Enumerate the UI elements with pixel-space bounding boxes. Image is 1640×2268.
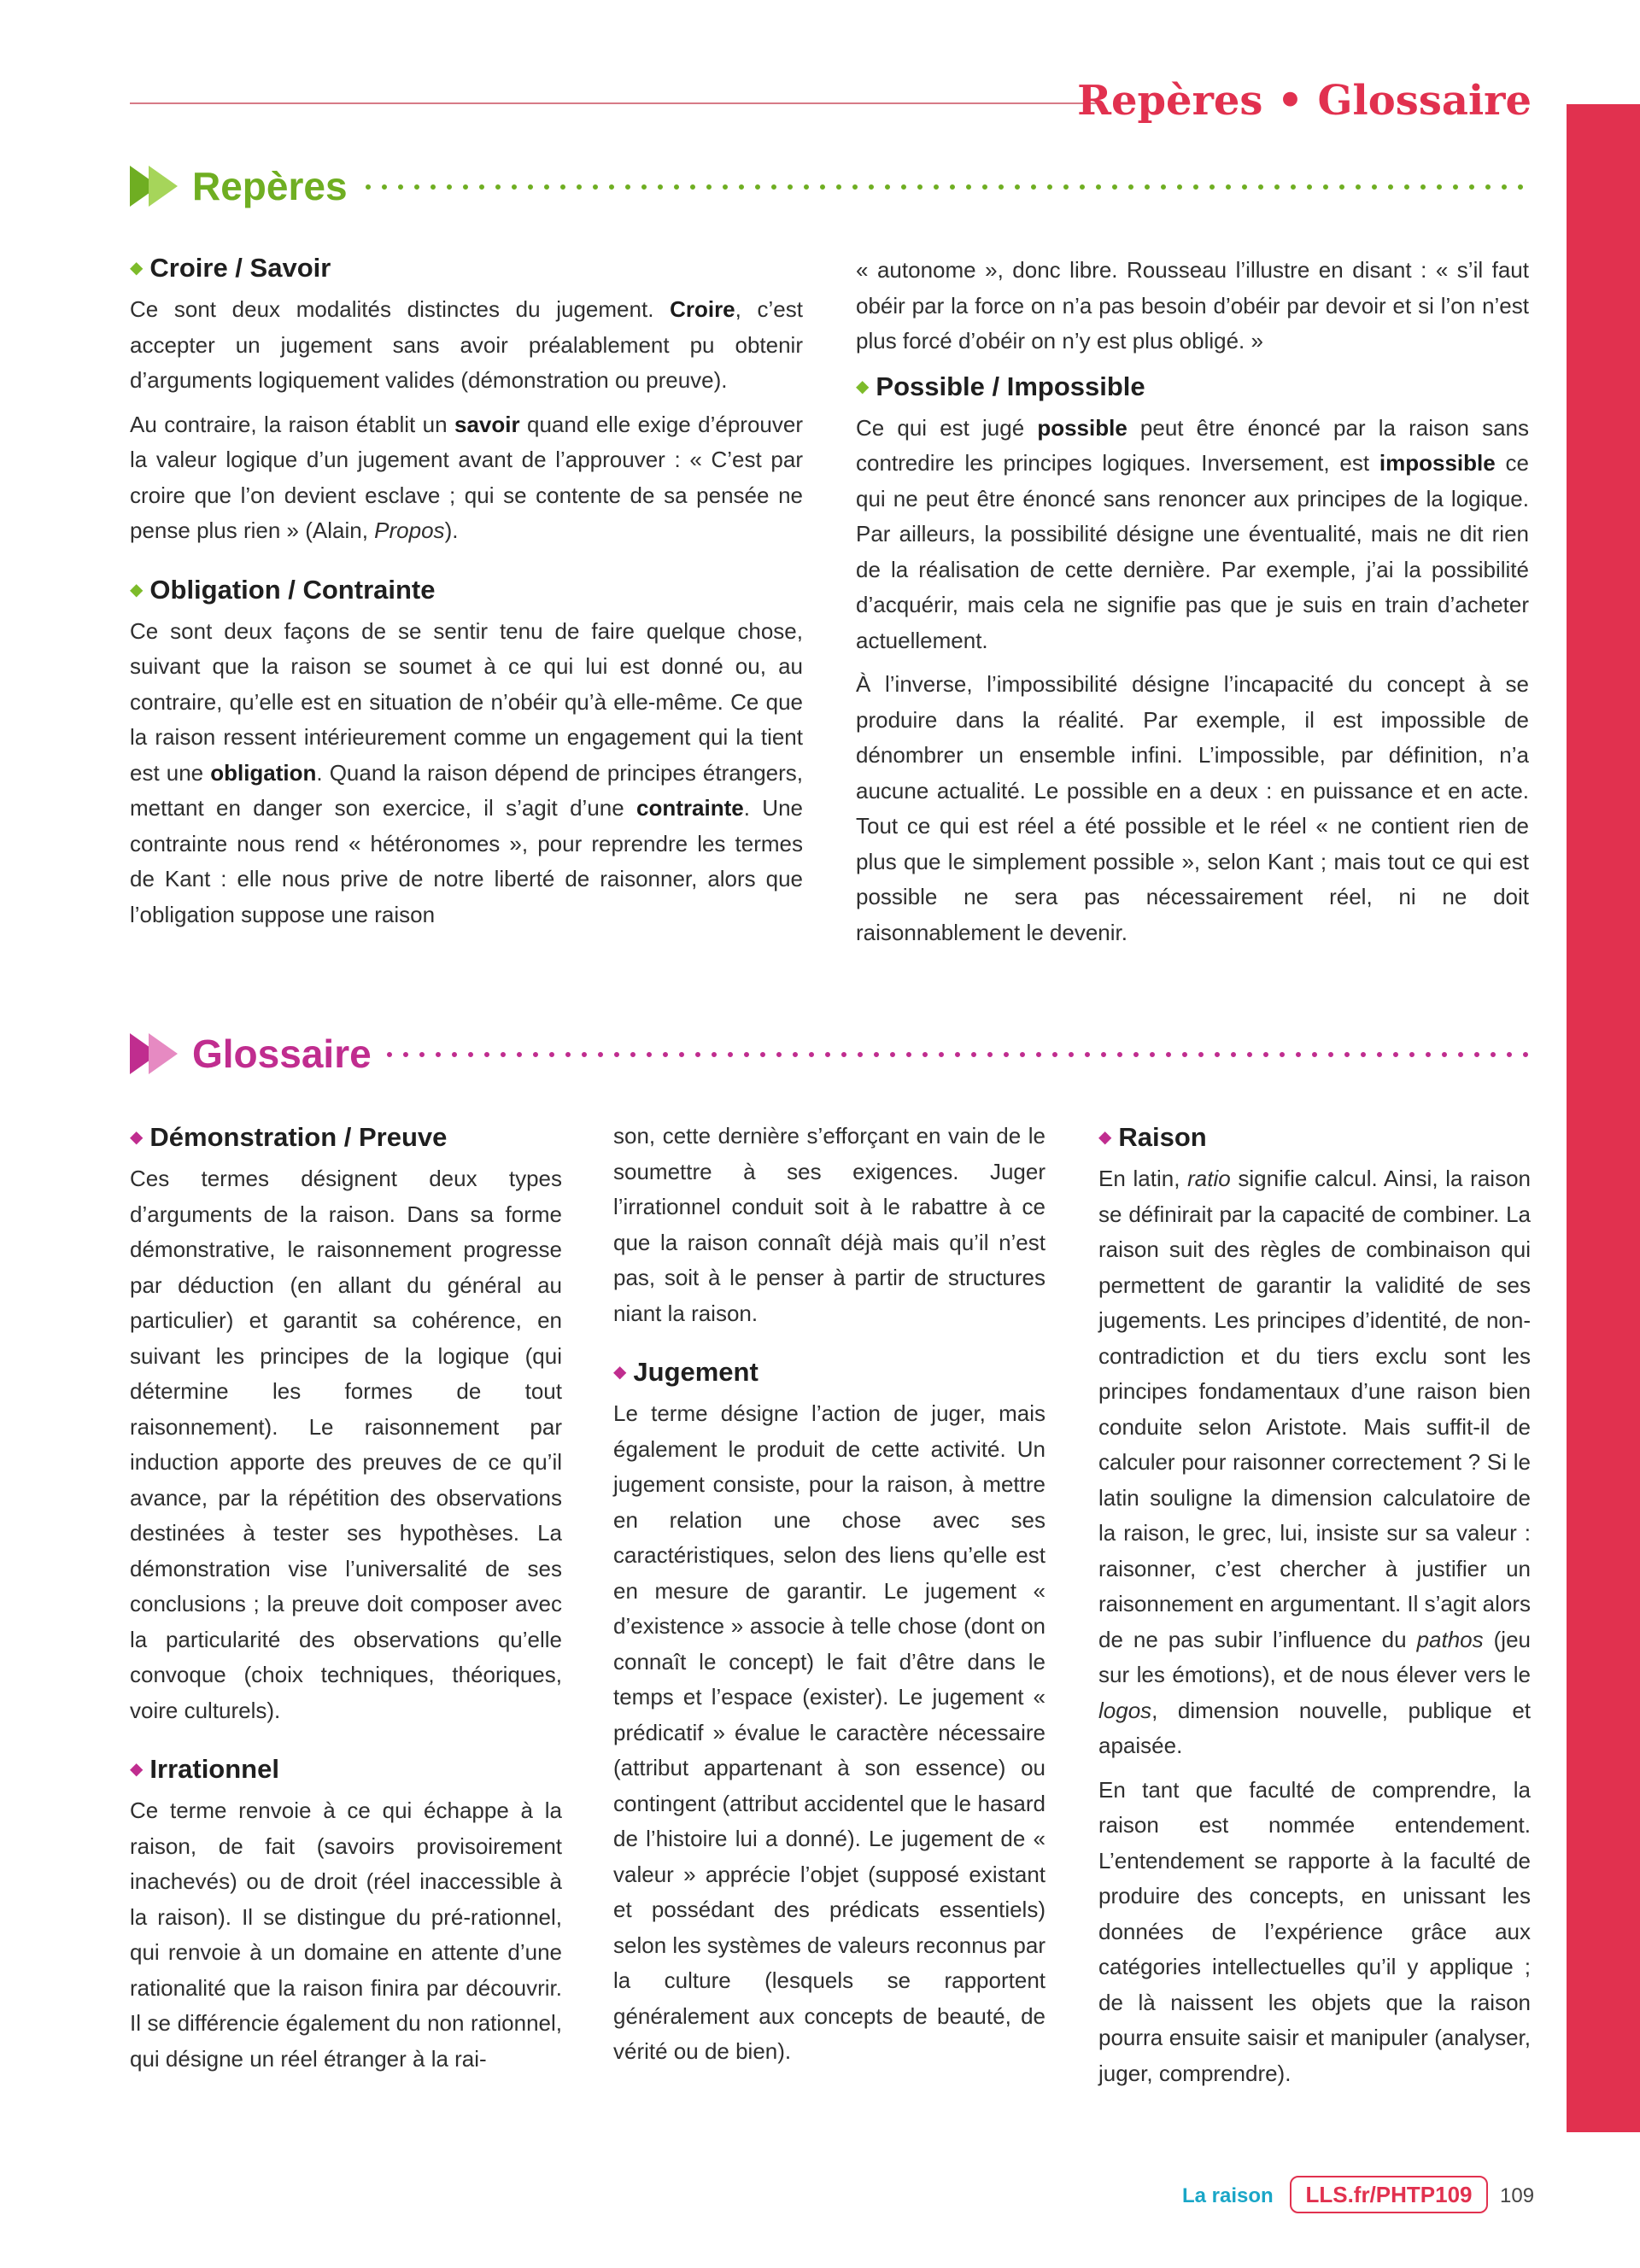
reperes-title: Repères	[192, 164, 348, 208]
page-header-title: Repères • Glossaire	[1077, 77, 1532, 125]
diamond-bullet-icon: ◆	[613, 1363, 627, 1382]
definition-paragraph: Le terme désigne l’action de juger, mais également le produit de cette activité. Un jugement consiste, pour la raison, à mettre en relation une chose avec ses caractéristiques, selon des liens qu’elle est en mesure de garantir. Le jugement « d’existence » associe à telle chose (dont on connaît le concept) le fait d’être dans le temps et l’espace (exister). Le jugement « prédicatif » évalue le caractère nécessaire (attribut appartenant à son essence) ou contingent (attribut accidentel que le hasard de l’histoire lui a donné). Le jugement de « valeur » apprécie l’objet (supposé existant et possédant des prédicats essentiels) selon les systèmes de valeurs reconnus par la culture (lesquels se rapportent généralement aux concepts de beauté, de vérité ou de bien).	[613, 1400, 1046, 2064]
term-raison: ◆ Raison	[1098, 1119, 1531, 1156]
term-jugement: ◆ Jugement	[613, 1353, 1046, 1391]
glossaire-column-1	[130, 1119, 562, 2085]
chapter-side-bar	[1567, 104, 1640, 2132]
chapter-name: La raison	[1182, 2184, 1274, 2207]
term-irrationnel: ◆ Irrationnel	[130, 1751, 562, 1788]
definition-paragraph: son, cette dernière s’efforçant en vain de le soumettre à ses exigences. Juger l’irrationnel conduit soit à le rabattre à ce que la raison connaît déjà mais qu’il n’est pas, soit à le penser à partir de structures niant la raison.	[613, 1123, 1046, 1326]
reperes-column-right	[856, 253, 1529, 959]
double-arrow-icon	[130, 1033, 183, 1074]
definition-paragraph: Au contraire, la raison établit un savoir quand elle exige d’éprouver la valeur logique d’un jugement avant de l’approuver : « C’est par croire que l’on devient esclave ; qui se contente de sa pensée ne pense plus rien » (Alain, Propos).	[130, 411, 804, 543]
dotted-rule	[365, 184, 1531, 190]
term-croire-savoir: ◆ Croire / Savoir	[130, 249, 803, 287]
glossaire-title: Glossaire	[192, 1032, 372, 1076]
definition-paragraph: En tant que faculté de comprendre, la raison est nommée entendement. L’entendement se rapporte à la faculté de produire des concepts, en unissant les données de l’expérience grâce aux catégories intellectuelles qu’il y applique ; de là naissent les objets que la raison pourra ensuite saisir et manipuler (analyser, juger, comprendre).	[1098, 1776, 1531, 2086]
definition-paragraph: Ce sont deux modalités distinctes du jugement. Croire, c’est accepter un jugement sans avoir préalablement pu obtenir d’arguments logiquement valides (démonstration ou preuve).	[130, 296, 803, 393]
definition-paragraph: En latin, ratio signifie calcul. Ainsi, la raison se définirait par la capacité de combiner. La raison suit des règles de combinaison qui permettent de garantir la validité de ses jugements. Les principes d’identité, de non-contradiction et du tiers exclu sont les principes fondamentaux d’une raison bien conduite selon Aristote. Mais suffit-il de calculer pour raisonner correctement ? Si le latin souligne la dimension calculatoire de la raison, le grec, lui, insiste sur sa valeur : raisonner, c’est chercher à justifier un raisonnement en argumentant. Il s’agit alors de ne pas subir l’influence du pathos (jeu sur les émotions), et de nous élever vers le logos, dimension nouvelle, publique et apaisée.	[1098, 1166, 1531, 1758]
definition-paragraph: Ce sont deux façons de se sentir tenu de faire quelque chose, suivant que la raison se soumet à ce qui lui est donné ou, au contraire, qu’elle est en situation de n’obéir qu’à elle-même. Ce que la raison ressent intérieurement comme un engagement qui la tient est une obligation. Quand la raison dépend de principes étrangers, mettant en danger son exercice, il s’agit d’une contrainte. Une contrainte nous rend « hétéronomes », pour reprendre les termes de Kant : elle nous prive de notre liberté de raisonner, alors que l’obligation suppose une raison	[130, 617, 803, 927]
definition-paragraph: À l’inverse, l’impossibilité désigne l’incapacité du concept à se produire dans la réalité. Par exemple, il est impossible de dénombrer un ensemble infini. L’impossible, par définition, n’a aucune actualité. Le possible en a deux : en puissance et en acte. Tout ce qui est réel a été possible et le réel « ne contient rien de plus que le simplement possible », selon Kant ; mais tout ce qui est possible ne sera pas nécessairement réel, ni ne doit raisonnablement le devenir.	[856, 671, 1529, 945]
lls-link[interactable]: LLS.fr/PHTP109	[1290, 2176, 1488, 2213]
diamond-bullet-icon: ◆	[130, 1128, 144, 1147]
diamond-bullet-icon: ◆	[130, 259, 144, 278]
glossaire-heading	[130, 1025, 1531, 1084]
term-possible-impossible: ◆ Possible / Impossible	[856, 368, 1529, 406]
diamond-bullet-icon: ◆	[856, 377, 870, 396]
reperes-column-left	[130, 249, 803, 941]
header-rule	[130, 102, 1104, 104]
reperes-heading	[130, 157, 1531, 217]
definition-paragraph: Ces termes désignent deux types d’arguments de la raison. Dans sa forme démonstrative, le raisonnement progresse par déduction (en allant du général au particulier) et garantit sa cohérence, en suivant les principes de la logique (qui détermine les formes de tout raisonnement). Le raisonnement par induction apporte des preuves de ce qu’il avance, par la répétition des observations destinées à tester ses hypothèses. La démonstration vise l’universalité de ses conclusions ; la preuve doit composer avec la particularité des observations qu’elle convoque (choix techniques, théoriques, voire culturels).	[130, 1166, 562, 1723]
definition-paragraph: Ce qui est jugé possible peut être énoncé par la raison sans contredire les principes logiques. Inversement, est impossible ce qui ne peut être énoncé sans renoncer aux principes de la logique. Par ailleurs, la possibilité désigne une éventualité, mais ne dit rien de la réalisation de cette dernière. Par exemple, j’ai la possibilité d’acquérir, mais cela ne signifie pas que je suis en train d’acheter actuellement.	[856, 414, 1530, 653]
term-demonstration-preuve: ◆ Démonstration / Preuve	[130, 1119, 562, 1156]
page-footer	[0, 2176, 1640, 2218]
diamond-bullet-icon: ◆	[130, 1760, 144, 1779]
definition-paragraph: « autonome », donc libre. Rousseau l’illustre en disant : « s’il faut obéir par la force on n’a pas besoin d’obéir par devoir et si l’on n’est plus forcé d’obéir on n’y est plus obligé. »	[856, 257, 1529, 354]
double-arrow-icon	[130, 166, 183, 207]
page-number: 109	[1500, 2184, 1535, 2207]
dotted-rule	[386, 1051, 1531, 1058]
definition-paragraph: Ce terme renvoie à ce qui échappe à la raison, de fait (savoirs provisoirement inachevés) ou de droit (réel inaccessible à la raison). Il se distingue du pré-rationnel, qui renvoie à un domaine en attente d’une rationalité que la raison finira par découvrir. Il se différencie également du non rationnel, qui désigne un réel étranger à la rai-	[130, 1797, 562, 2072]
diamond-bullet-icon: ◆	[1098, 1128, 1112, 1147]
diamond-bullet-icon: ◆	[130, 580, 144, 599]
glossaire-column-3	[1098, 1119, 1531, 2100]
term-obligation-contrainte: ◆ Obligation / Contrainte	[130, 571, 803, 609]
glossaire-column-2	[613, 1119, 1046, 2078]
